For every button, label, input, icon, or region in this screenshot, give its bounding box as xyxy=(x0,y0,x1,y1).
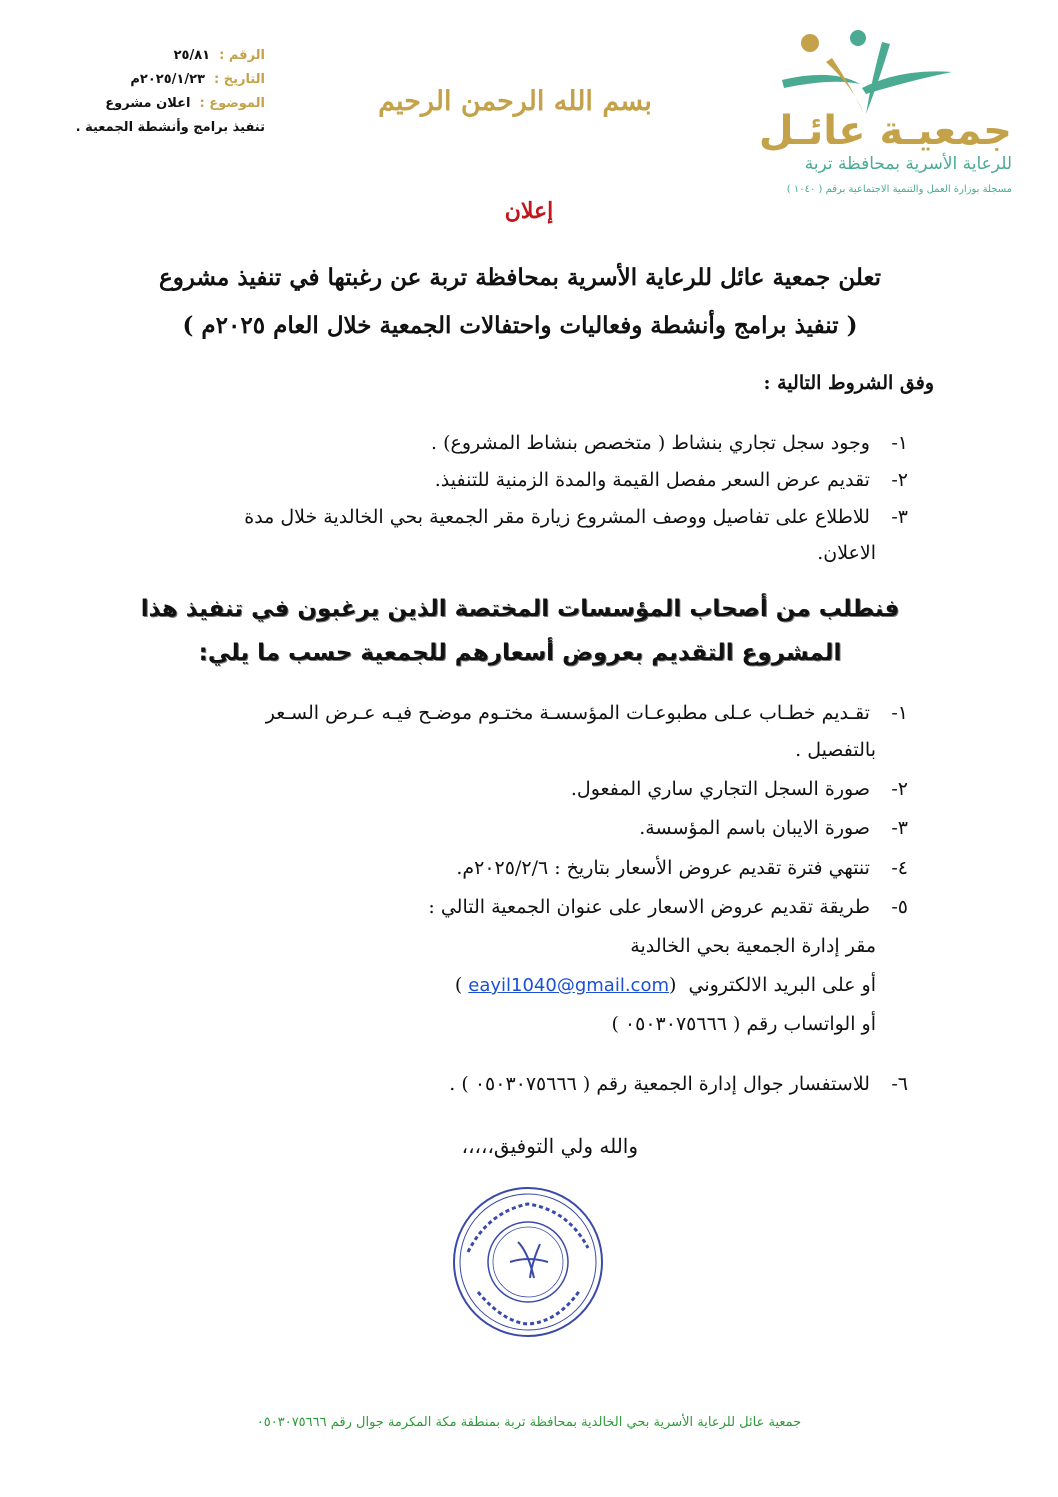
closing-line: والله ولي التوفيق،،،،، xyxy=(461,1134,638,1158)
requirement-text: تنتهي فترة تقديم عروض الأسعار بتاريخ : ٢٠٢٥/٢/٦م. xyxy=(456,857,870,879)
whatsapp-line: أو الواتساب رقم ( ٠٥٠٣٠٧٥٦٦٦ ) xyxy=(611,1013,876,1035)
conditions-title: وفق الشروط التالية : xyxy=(763,372,934,394)
bismillah: بسم الله الرحمن الرحيم xyxy=(378,86,652,117)
email-link[interactable]: eayil1040@gmail.com xyxy=(468,975,669,996)
logo-subtitle: للرعاية الأسرية بمحافظة تربة xyxy=(804,154,1012,174)
requirement-text: تقـديم خطـاب عـلى مطبوعـات المؤسسـة مختـوم موضـح فيـه عـرض السـعر xyxy=(265,702,870,724)
date-label: التاريخ : xyxy=(214,72,265,87)
subject-line2: تنفيذ برامج وأنشطة الجمعية . xyxy=(75,120,265,135)
requirement-number: ١- xyxy=(891,702,908,724)
condition-item xyxy=(435,469,908,491)
announcement-title: إعلان xyxy=(504,198,554,224)
request-line-2: المشروع التقديم بعروض أسعارهم للجمعية حسب ما يلي: xyxy=(198,640,842,666)
requirement-item xyxy=(571,778,908,800)
subject-label: الموضوع : xyxy=(199,96,265,111)
requirement-text: طريقة تقديم عروض الاسعار على عنوان الجمعية التالي : xyxy=(428,896,870,918)
condition-3-continuation: الاعلان. xyxy=(817,542,876,564)
requirement-number: ٤- xyxy=(891,857,908,879)
requirement-1-continuation: بالتفصيل . xyxy=(795,739,876,761)
condition-number: ٢- xyxy=(891,469,908,491)
heading-line-1: تعلن جمعية عائل للرعاية الأسرية بمحافظة تربة عن رغبتها في تنفيذ مشروع xyxy=(158,264,882,291)
heading-line-2: ( تنفيذ برامج وأنشطة وفعاليات واحتفالات الجمعية خلال العام ٢٠٢٥م ) xyxy=(182,312,858,339)
requirement-text: صورة الايبان باسم المؤسسة. xyxy=(639,817,870,839)
requirement-text: صورة السجل التجاري ساري المفعول. xyxy=(570,778,870,800)
condition-item xyxy=(431,432,908,454)
condition-item xyxy=(244,506,908,528)
requirement-text: للاستفسار جوال إدارة الجمعية رقم ( ٠٥٠٣٠٧٥٦٦٦ ) . xyxy=(449,1073,870,1095)
condition-text: تقديم عرض السعر مفصل القيمة والمدة الزمنية للتنفيذ. xyxy=(434,469,870,491)
address-line: مقر إدارة الجمعية بحي الخالدية xyxy=(630,935,876,957)
date-value: ٢٠٢٥/١/٢٣م xyxy=(130,72,205,87)
logo-name: جمعيـة عائـل xyxy=(758,108,1012,154)
footer-contact: جمعية عائل للرعاية الأسرية بحي الخالدية بمحافظة تربة بمنطقة مكة المكرمة جوال رقم ٠٥٠٣٠٧٥٦٦٦ xyxy=(256,1415,802,1430)
requirement-number: ٣- xyxy=(891,817,908,839)
requirement-item xyxy=(266,702,908,724)
requirement-number: ٥- xyxy=(891,896,908,918)
reference-block xyxy=(60,44,265,140)
email-line: أو على البريد الالكتروني (eayil1040@gmail.com ) xyxy=(454,974,876,996)
requirement-number: ٦- xyxy=(891,1073,908,1095)
requirement-item xyxy=(639,817,908,839)
request-line-1: فنطلب من أصحاب المؤسسات المختصة الذين يرغبون في تنفيذ هذا xyxy=(140,596,900,622)
organization-stamp-icon xyxy=(448,1182,608,1342)
requirement-item xyxy=(428,896,908,918)
subject-value: اعلان مشروع xyxy=(105,96,191,111)
condition-number: ١- xyxy=(891,432,908,454)
number-value: ٢٥/٨١ xyxy=(173,48,211,63)
condition-text: للاطلاع على تفاصيل ووصف المشروع زيارة مقر الجمعية بحي الخالدية خلال مدة xyxy=(244,506,870,528)
logo-figures-icon xyxy=(762,28,962,118)
organization-logo xyxy=(700,28,1030,195)
condition-number: ٣- xyxy=(891,506,908,528)
requirement-number: ٢- xyxy=(891,778,908,800)
number-label: الرقم : xyxy=(219,48,265,63)
requirement-item xyxy=(449,1073,908,1095)
email-prefix: أو على البريد الالكتروني xyxy=(688,974,876,996)
logo-registration: مسجلة بوزارة العمل والتنمية الاجتماعية برقم ( ١٠٤٠ ) xyxy=(786,184,1012,195)
requirement-item xyxy=(456,857,908,879)
condition-text: وجود سجل تجاري بنشاط ( متخصص بنشاط المشروع) . xyxy=(431,432,870,454)
